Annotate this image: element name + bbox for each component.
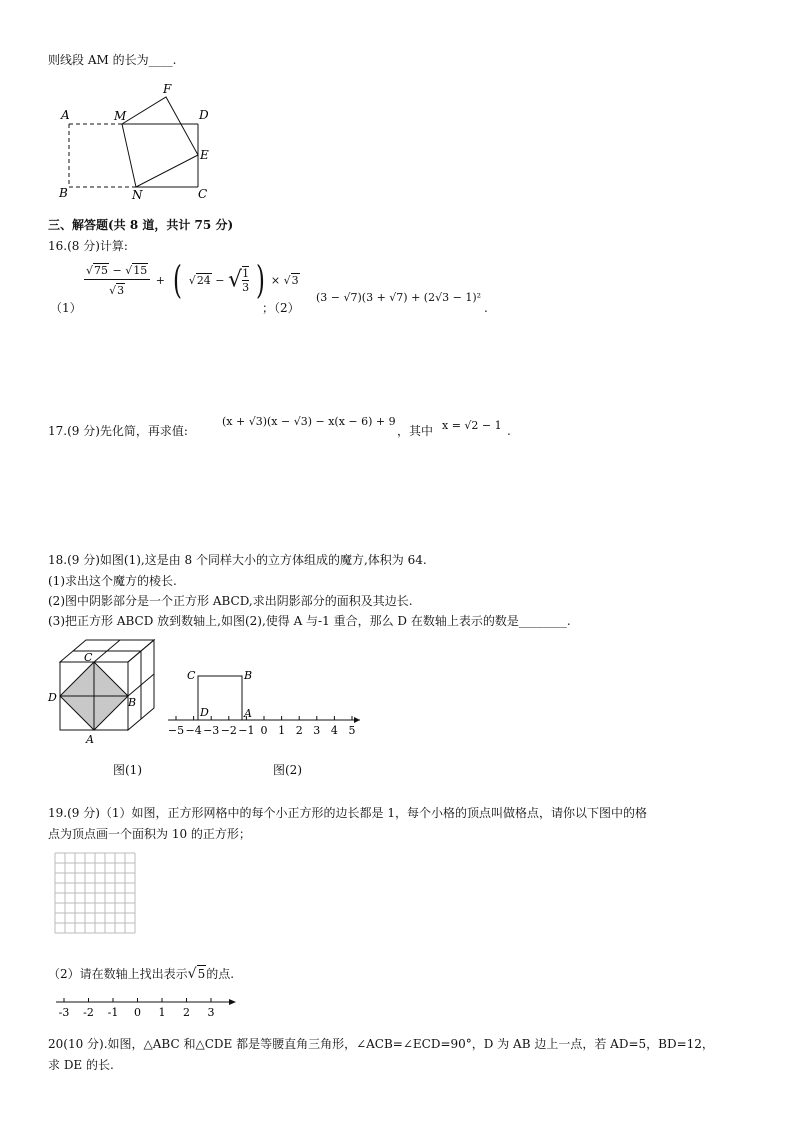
fig15-label-e: E bbox=[200, 148, 209, 162]
q15-tail-text: 则线段 AM 的长为____. bbox=[48, 53, 177, 67]
q16-rad-15: 15 bbox=[133, 264, 148, 277]
q18-part3: (3)把正方形 ABCD 放到数轴上,如图(2),使得 A 与-1 重合，那么 D 在数轴上表示的数是________. bbox=[48, 614, 571, 628]
fig18a-label-b: B bbox=[128, 696, 137, 709]
q16-part1-label: （1） bbox=[50, 301, 82, 315]
fig18b-label-d: D bbox=[200, 706, 209, 719]
q19-stem-line1: 19.(9 分)（1）如图，正方形网格中的每个小正方形的边长都是 1，每个小格的顶点叫做格点，请你以下图中的格 bbox=[48, 806, 647, 820]
axis2-tick-label: 3 bbox=[313, 724, 321, 737]
fig18a-label-c: C bbox=[84, 651, 93, 664]
axis19-tick-label: -2 bbox=[83, 1006, 94, 1019]
q20-line2: 求 DE 的长. bbox=[48, 1058, 114, 1072]
fig18b-label-a: A bbox=[244, 707, 252, 720]
q18-cube-figure bbox=[44, 636, 164, 748]
axis2-tick-label: −3 bbox=[203, 724, 220, 737]
q16-rad-3: 3 bbox=[291, 274, 299, 287]
fig15-label-f: F bbox=[163, 82, 172, 96]
q16-times: × bbox=[270, 273, 281, 287]
axis19-tick-label: -1 bbox=[107, 1006, 119, 1019]
fig18b-label-b: B bbox=[244, 669, 253, 682]
axis2-tick-label: 1 bbox=[278, 724, 286, 737]
q18-part2: (2)图中阴影部分是一个正方形 ABCD,求出阴影部分的面积及其边长. bbox=[48, 594, 413, 608]
section3-heading: 三、解答题(共 8 道，共计 75 分) bbox=[48, 218, 234, 232]
fig15-label-d: D bbox=[199, 108, 209, 122]
axis2-tick-label: −1 bbox=[238, 724, 255, 737]
q17-expression: (x + √3)(x − √3) − x(x − 6) + 9 bbox=[222, 415, 396, 428]
axis2-tick-label: −5 bbox=[167, 724, 185, 737]
axis19-tick-label: 3 bbox=[207, 1006, 215, 1019]
fig18a-label-a: A bbox=[86, 733, 94, 746]
q16-rad-den-3: 3 bbox=[117, 284, 125, 297]
q17-end: . bbox=[507, 424, 511, 438]
fig15-label-c: C bbox=[198, 187, 208, 201]
q19-part2-post: 的点. bbox=[206, 967, 235, 981]
q18-fig2-caption: 图(2) bbox=[273, 763, 302, 777]
q18-part1: (1)求出这个魔方的棱长. bbox=[48, 574, 177, 588]
axis2-tick-label: 0 bbox=[260, 724, 268, 737]
axis19-tick-label: 0 bbox=[134, 1006, 141, 1019]
axis2-tick-label: 4 bbox=[330, 724, 338, 737]
q19-grid bbox=[54, 852, 140, 938]
fig15-label-b: B bbox=[59, 186, 68, 200]
q16-part2-expression: (3 − √7)(3 + √7) + (2√3 − 1)² bbox=[316, 291, 482, 304]
axis19-tick-label: 2 bbox=[183, 1006, 190, 1019]
fig18b-label-c: C bbox=[187, 669, 196, 682]
q16-plus: + bbox=[155, 273, 165, 287]
q18-fig1-caption: 图(1) bbox=[113, 763, 142, 777]
q17-mid: ，其中 bbox=[397, 424, 434, 438]
q19-part2-pre: （2）请在数轴上找出表示 bbox=[48, 967, 188, 981]
q16-separator: ；（2） bbox=[262, 301, 300, 315]
q16-end: . bbox=[484, 301, 488, 315]
axis2-tick-label: −4 bbox=[185, 724, 202, 737]
axis2-tick-label: 2 bbox=[295, 724, 303, 737]
fig18a-label-d: D bbox=[48, 691, 57, 704]
q16-frac-three: 3 bbox=[242, 281, 250, 294]
q18-stem: 18.(9 分)如图(1),这是由 8 个同样大小的立方体组成的魔方,体积为 64. bbox=[48, 553, 427, 567]
q16-part1-expression: $\frac{√75 - √15}{√3}$ + ( √24 − √ $\frac{1}{3}$ ) × √3 bbox=[86, 258, 299, 302]
axis19-tick-label: -3 bbox=[58, 1006, 70, 1019]
q17-condition: x = √2 − 1 bbox=[442, 419, 502, 432]
axis2-tick-label: −2 bbox=[220, 724, 237, 737]
q16-stem: 16.(8 分)计算: bbox=[48, 239, 128, 253]
fig15-label-n: N bbox=[132, 188, 143, 202]
fig15-label-a: A bbox=[61, 108, 70, 122]
q20-line1: 20(10 分).如图，△ABC 和△CDE 都是等腰直角三角形，∠ACB=∠ECD=90°，D 为 AB 边上一点，若 AD=5，BD=12， bbox=[48, 1037, 714, 1051]
q19-stem-line2: 点为顶点画一个面积为 10 的正方形； bbox=[48, 827, 251, 841]
q16-minus: − bbox=[112, 264, 122, 277]
axis19-tick-label: 1 bbox=[158, 1006, 166, 1019]
axis2-ticks bbox=[168, 716, 356, 737]
q19-part2: （2）请在数轴上找出表示√5的点. bbox=[48, 966, 235, 982]
q16-frac-one: 1 bbox=[242, 267, 250, 280]
axis2-tick-label: 5 bbox=[348, 724, 356, 737]
q18-numberline-figure bbox=[160, 664, 368, 738]
q17-stem: 17.(9 分)先化简，再求值: bbox=[48, 424, 188, 438]
q16-rad-75: 75 bbox=[94, 264, 109, 277]
q16-rad-24: 24 bbox=[196, 274, 211, 287]
q19-part2-radicand: 5 bbox=[197, 967, 206, 981]
q19-numberline bbox=[54, 994, 240, 1020]
fig15-label-m: M bbox=[114, 109, 127, 123]
q15-figure bbox=[56, 82, 216, 204]
